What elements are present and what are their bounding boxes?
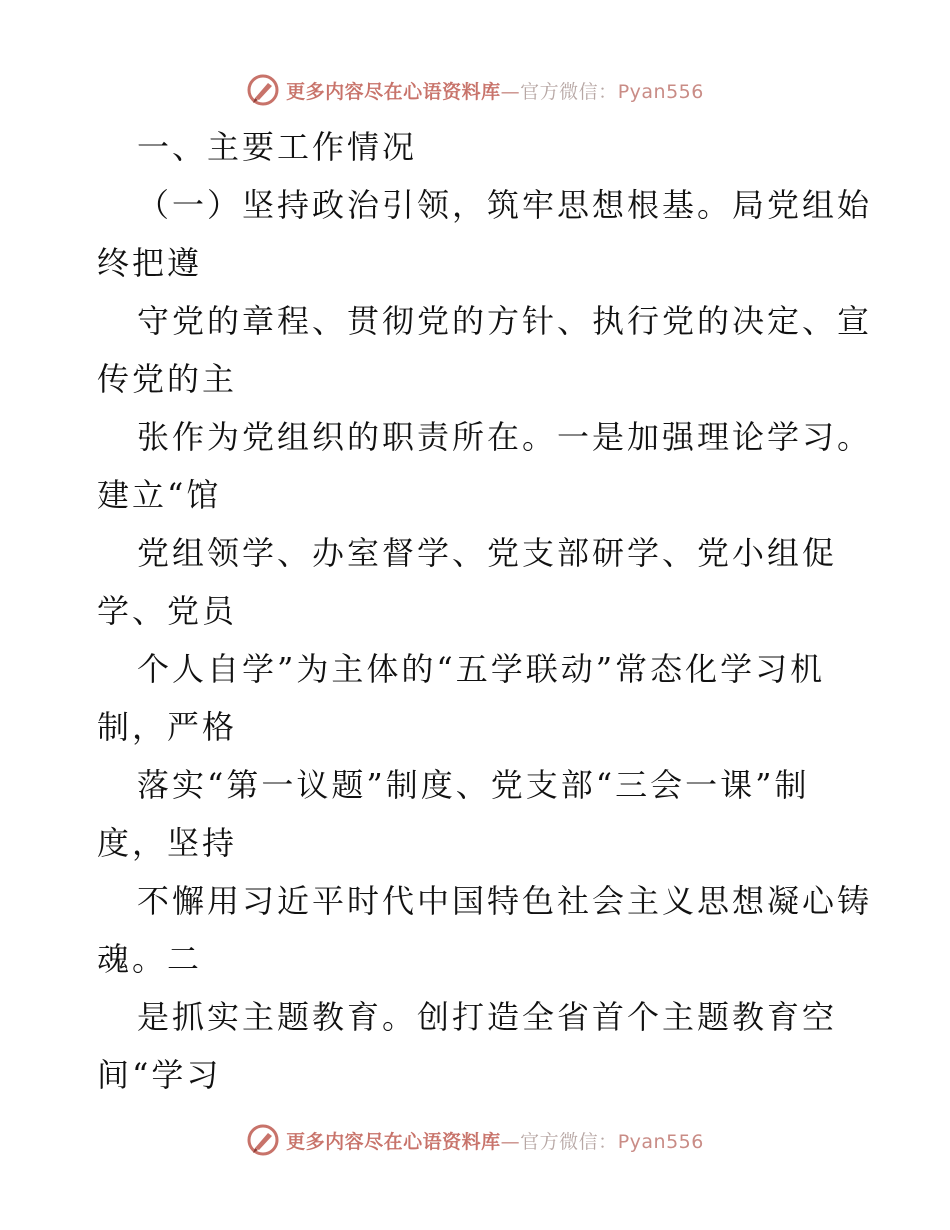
- watermark-main: 更多内容尽在心语资料库: [286, 80, 501, 103]
- text-line: 魂。二: [97, 940, 203, 978]
- text-line: 终把遵: [97, 244, 203, 282]
- text-line: 度，坚持: [97, 824, 238, 862]
- text-line: 是抓实主题教育。创打造全省首个主题教育空: [137, 998, 838, 1036]
- text-line: 间“学习: [97, 1056, 222, 1094]
- text-line: 个人自学”为主体的“五学联动”常态化学习机: [137, 650, 826, 688]
- watermark-sub: 官方微信：: [520, 80, 618, 103]
- text-line: 传党的主: [97, 360, 238, 398]
- watermark-id: Pyan556: [617, 80, 704, 103]
- text-line: 建立“馆: [97, 476, 222, 514]
- text-line: 学、党员: [97, 592, 238, 630]
- text-line: 守党的章程、贯彻党的方针、执行党的决定、宣: [137, 302, 873, 340]
- text-line: 张作为党组织的职责所在。一是加强理论学习。: [137, 418, 873, 456]
- watermark-separator: —: [500, 1130, 521, 1153]
- watermark-sub: 官方微信：: [520, 1130, 618, 1153]
- text-line: 党组领学、办室督学、党支部研学、党小组促: [137, 534, 838, 572]
- heading-line: 一、主要工作情况: [137, 128, 418, 166]
- header-watermark: [0, 70, 950, 110]
- watermark-main: 更多内容尽在心语资料库: [286, 1130, 501, 1153]
- watermark-id: Pyan556: [617, 1130, 704, 1153]
- document-body: [97, 118, 873, 1104]
- text-line: 落实“第一议题”制度、党支部“三会一课”制: [137, 766, 810, 804]
- watermark-separator: —: [500, 80, 521, 103]
- footer-watermark: [0, 1120, 950, 1160]
- text-line: （一）坚持政治引领，筑牢思想根基。局党组始: [137, 186, 873, 224]
- text-line: 不懈用习近平时代中国特色社会主义思想凝心铸: [137, 882, 873, 920]
- pen-logo-icon: [246, 73, 280, 107]
- pen-logo-icon: [246, 1123, 280, 1157]
- watermark-text: [286, 77, 704, 104]
- text-line: 制，严格: [97, 708, 238, 746]
- watermark-text: [286, 1127, 704, 1154]
